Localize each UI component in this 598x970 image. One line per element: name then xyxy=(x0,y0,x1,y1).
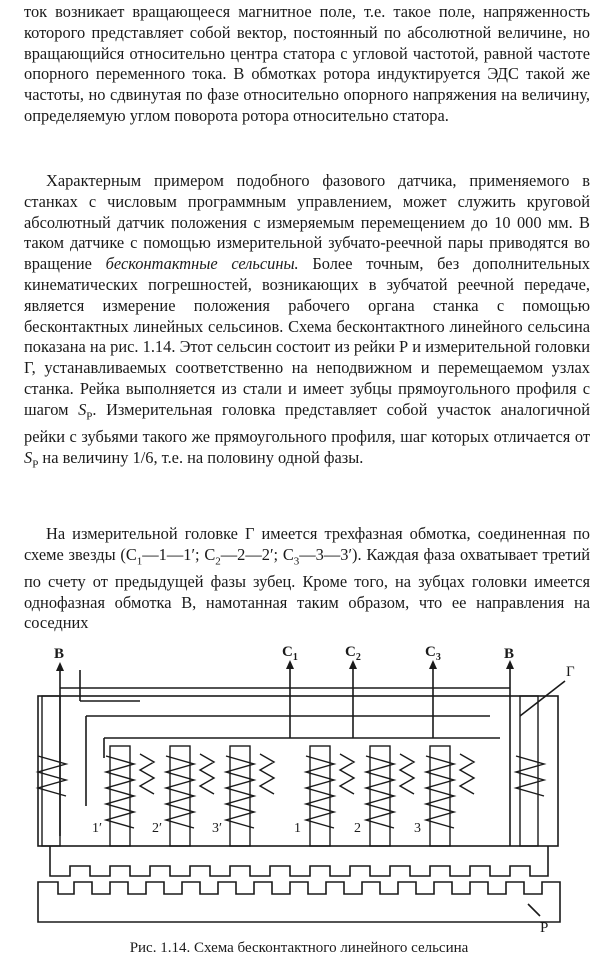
tooth-core-3 xyxy=(430,746,450,846)
paragraph-3-text-b: —1—1′; C xyxy=(142,544,216,564)
label-rack: Р xyxy=(540,920,549,936)
label-b-right: B xyxy=(504,646,515,662)
paragraph-2-text-d: на величину 1/6, т.е. на половину одной фазы. xyxy=(38,447,364,467)
tooth-core-2 xyxy=(370,746,390,846)
paragraph-1-text: ток возникает вращающееся магнитное поле, т.е. такое поле, напряженность которого представляет собой вектор, постоянный по абсолютной величине, но вращающийся относительно центра статора с угловой частотой, равной частоте опорного переменного тока. В обмотках ротора индуктируется ЭДС такой же частоты, но сдвинутая по фазе относительно опорного напряжения на величину, определяемую углом поворота ротора относительно статора. xyxy=(24,2,590,125)
paragraph-2-text-c: . Измерительная головка представляет собой участок аналогичной рейки с зубьями такого же прямоугольного профиля, шаг которых отличается от xyxy=(24,399,590,446)
tooth-core-1p xyxy=(110,746,130,846)
rack-leader xyxy=(528,904,540,916)
end-core-right xyxy=(520,696,538,846)
phase-sub-1: 1 xyxy=(136,555,143,568)
step-symbol-2-sub: P xyxy=(32,457,39,470)
coil-label-3: 3 xyxy=(414,821,421,836)
label-c1: $C_1$ xyxy=(282,646,298,663)
coil-label-2: 2 xyxy=(354,821,361,836)
head-teeth xyxy=(50,846,548,876)
figure-caption: Рис. 1.14. Схема бесконтактного линейного сельсина xyxy=(129,940,469,956)
coil-label-2p: 2′ xyxy=(152,821,163,836)
phase-sub-2: 2 xyxy=(215,555,221,568)
label-c3: $C_3$ xyxy=(425,646,441,663)
coil-label-1: 1 xyxy=(294,821,301,836)
paragraph-2-emphasis: бесконтактные сельсины. xyxy=(105,254,299,274)
lead-arrows xyxy=(56,660,514,671)
tooth-core-1 xyxy=(310,746,330,846)
paragraph-2 xyxy=(24,171,590,475)
coil-label-1p: 1′ xyxy=(92,821,103,836)
label-b-left: B xyxy=(54,646,65,662)
paragraph-3-text-d: —3—3′). Каждая фаза охватывает третий по счету от предыдущей фазы зубец. Кроме того, на зубцах головки имеется однофазная обмотка В, намотанная таким образом, что ее направления на соседних xyxy=(24,544,591,633)
selsyn-diagram xyxy=(20,646,580,936)
phase-bus xyxy=(104,738,500,758)
step-symbol-2: S xyxy=(24,447,33,467)
rack xyxy=(38,882,560,922)
step-symbol-1-sub: P xyxy=(86,410,93,423)
paragraph-3-text-a: На измерительной головке Г имеется трехфазная обмотка, соединенная по схеме звезды (C xyxy=(24,524,590,564)
tooth-core-3p xyxy=(230,746,250,846)
phase-sub-3: 3 xyxy=(293,555,300,568)
paragraph-3-text-c: —2—2′; C xyxy=(220,544,294,564)
end-core-left xyxy=(42,696,60,846)
label-c2: $C_2$ xyxy=(345,646,361,663)
paragraph-3 xyxy=(24,524,590,634)
paragraph-2-text-a: Характерным примером подобного фазового датчика, применяемого в станках с числовым программным управлением, может служить круговой абсолютный датчик положения с измеряемым перемещением до 10 000 мм. В таком датчике с помощью измерительной зубчато-реечной пары приводятся во вращение xyxy=(24,171,590,274)
paragraph-1 xyxy=(24,2,590,127)
tooth-core-2p xyxy=(170,746,190,846)
coil-label-3p: 3′ xyxy=(212,821,223,836)
step-symbol-1: S xyxy=(78,399,87,419)
paragraph-2-text-b: Более точным, без дополнительных кинематических погрешностей, возникающих в зубчатой реечной передаче, является измерение положения рабочего органа станка с помощью бесконтактных линейных сельсинов. Схема бесконтактного линейного сельсина показана на рис. 1.14. Этот сельсин состоит из рейки Р и измерительной головки Г, устанавливаемых соответственно на неподвижном и перемещаемом узлах станка. Рейка выполняется из стали и имеет зубцы прямоугольного профиля с шагом xyxy=(24,254,590,419)
label-head: Г xyxy=(566,664,575,680)
lead-wires xyxy=(290,668,510,846)
